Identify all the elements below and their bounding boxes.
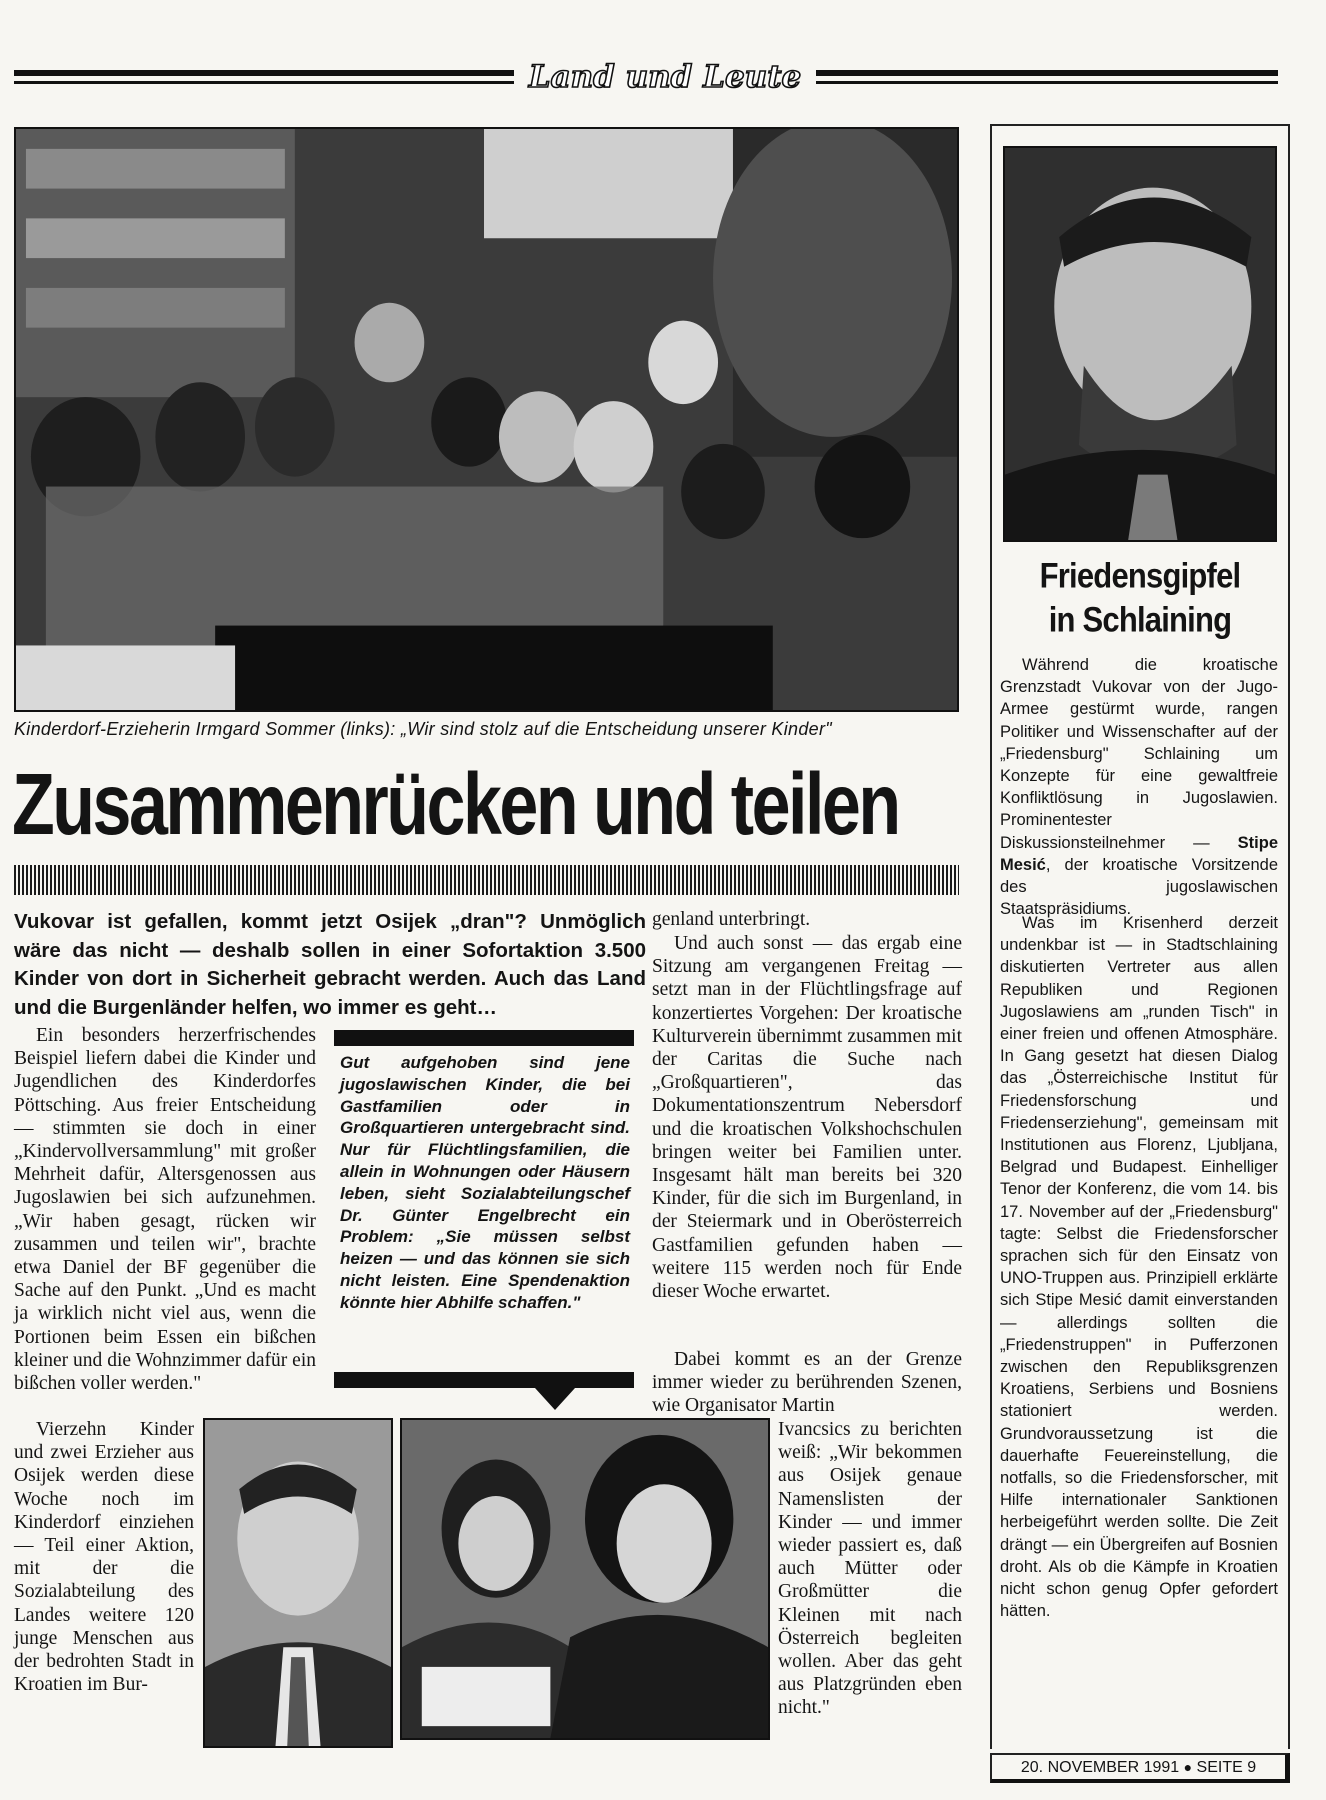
body-column-3-a: genland unterbringt.	[652, 909, 811, 930]
footer-page-number: SEITE 9	[1196, 1759, 1257, 1776]
sidebar-title-line-1: Friedensgipfel	[1039, 555, 1241, 596]
body-column-1-cont: Vierzehn Kinder und zwei Erzieher aus Osijek werden diese Woche noch im Kinderdorf einziehen — Teil einer Aktion, mit der die Sozialabteilung des Landes weitere 120 junge Menschen aus der bedrohten Stadt in Kroatien im Bur-	[14, 1419, 194, 1696]
footer-bullet: ●	[1183, 1759, 1193, 1775]
sidebar-title	[996, 554, 1284, 642]
sidebar-title-line-2: in Schlaining	[1048, 599, 1232, 640]
headline-stripe	[14, 865, 959, 895]
sidebar-paragraph-2: Was im Krisenherd derzeit undenkbar ist — in Stadtschlaining diskutierten Vertreter aus allen Republiken und Regionen Jugoslawiens am „runden Tisch" in einer freien und offenen Atmosphäre. In Gang gesetzt hat diesen Dialog das „Österreichische Institut für Friedensforschung und Friedenserziehung", gemeinsam mit Institutionen aus Florenz, Ljubljana, Belgrad und Budapest. Einhelliger Tenor der Konferenz, die vom 14. bis 17. November auf der „Friedensburg" tagte: Selbst die Friedensforscher sprachen sich für den Einsatz von UNO-Truppen aus. Prinzipiell erklärte sich Stipe Mesić damit einverstanden — allerdings sollten die „Friedenstruppen" in Pufferzonen zwischen den Republiksgrenzen Kroatiens, Serbiens und Bosniens stationiert werden. Grundvoraussetzung ist die dauerhafte Feuereinstellung, die notfalls, so die Friedensforscher, mit Hilfe internationaler Sanktionen herbeigeführt werden sollte. Die Zeit drängt — ein Übergreifen auf Bosnien droht. Als ob die Kämpfe in Kroatien nicht schon genug Opfer gefordert hätten.	[1000, 914, 1278, 1621]
sidebar-portrait-photo	[1003, 146, 1277, 542]
sidebar-paragraph-1	[1000, 654, 1278, 920]
section-header: Land und Leute	[528, 59, 802, 95]
quote-box-rule-bottom	[334, 1372, 634, 1388]
footer-date: 20. NOVEMBER 1991	[1020, 1759, 1180, 1776]
body-column-1: Ein besonders herzerfrischendes Beispiel liefern dabei die Kinder und Jugendlichen des Kinderdorfes Pöttsching. Aus freier Entscheidung — stimmten sie doch in einer „Kindervollversammlung" mit großer Mehrheit dafür, Altersgenossen aus Jugoslawien bei sich aufzunehmen. „Wir haben gesagt, rücken wir zusammen und teilen wir", brachte etwa Daniel der BF gegenüber die Sache auf den Punkt. „Und es macht ja wirklich nicht viel aus, wenn die Portionen beim Essen ein bißchen kleiner und die Wohnzimmer dafür ein bißchen voller werden."	[14, 1025, 316, 1395]
quote-box-rule-top	[334, 1030, 634, 1046]
quote-box-pointer	[535, 1388, 575, 1410]
body-column-3-d: Ivancsics zu berichten weiß: „Wir bekommen aus Osijek genaue Namenslisten der Kinder — und immer wieder passiert es, daß auch Mütter oder Großmütter die Kleinen mit nach Österreich begleiten wollen. Aber das geht aus Platzgründen eben nicht."	[778, 1419, 962, 1719]
sidebar-p1-b: , der kroatische Vorsitzende des jugoslawischen Staatspräsidiums.	[1000, 855, 1278, 919]
sidebar-p1-a: Während die kroatische Grenzstadt Vukovar von der Jugo-Armee gestürmt wurde, rangen Politiker und Wissenschafter auf der „Friedensburg" Schlaining um Konzepte für eine gewaltfreie Konfliktlösung in Jugoslawien. Prominentester Diskussionsteilnehmer —	[1000, 656, 1278, 852]
footer-box	[990, 1753, 1290, 1783]
girls-photo	[400, 1418, 770, 1740]
sidebar-p1-name: Stipe Mesić	[1000, 833, 1278, 874]
main-photo-caption: Kinderdorf-Erzieherin Irmgard Sommer (links): „Wir sind stolz auf die Entscheidung unserer Kinder"	[14, 719, 832, 739]
headline: Zusammenrücken und teilen	[12, 755, 899, 853]
lead-paragraph: Vukovar ist gefallen, kommt jetzt Osijek „dran"? Unmöglich wäre das nicht — deshalb sollen in einer Sofortaktion 3.500 Kinder von dort in Sicherheit gebracht werden. Auch das Land und die Burgenländer helfen, wo immer es geht…	[14, 910, 646, 1019]
portrait-photo	[203, 1418, 393, 1748]
main-photo	[14, 127, 959, 712]
header-rule-right	[816, 70, 1278, 84]
pull-quote: Gut aufgehoben sind jene jugoslawischen Kinder, die bei Gastfamilien oder in Großquartieren untergebracht sind. Nur für Flüchtlingsfamilien, die allein in Wohnungen oder Häusern leben, sieht Sozialabteilungschef Dr. Günter Engelbrecht ein Problem: „Sie müssen selbst heizen — und das können sie sich nicht leisten. Eine Spendenaktion könnte hier Abhilfe schaffen."	[340, 1053, 630, 1312]
body-column-3-c: Dabei kommt es an der Grenze immer wieder zu berührenden Szenen, wie Organisator Martin	[652, 1349, 962, 1417]
header-rule-left	[14, 70, 514, 84]
body-column-3-b: Und auch sonst — das ergab eine Sitzung am vergangenen Freitag — setzt man in der Flüchtlingsfrage auf konzertiertes Vorgehen: Der kroatische Kulturverein übernimmt zusammen mit der Caritas die Suche nach „Großquartieren", das Dokumentationszentrum Nebersdorf und die kroatischen Volkshochschulen bringen weiter bei Familien unter. Insgesamt hält man bereits bei 320 Kinder, für die sich im Burgenland, in der Steiermark und in Oberösterreich Gastfamilien gefunden haben — weitere 115 werden noch für Ende dieser Woche erwartet.	[652, 933, 962, 1303]
